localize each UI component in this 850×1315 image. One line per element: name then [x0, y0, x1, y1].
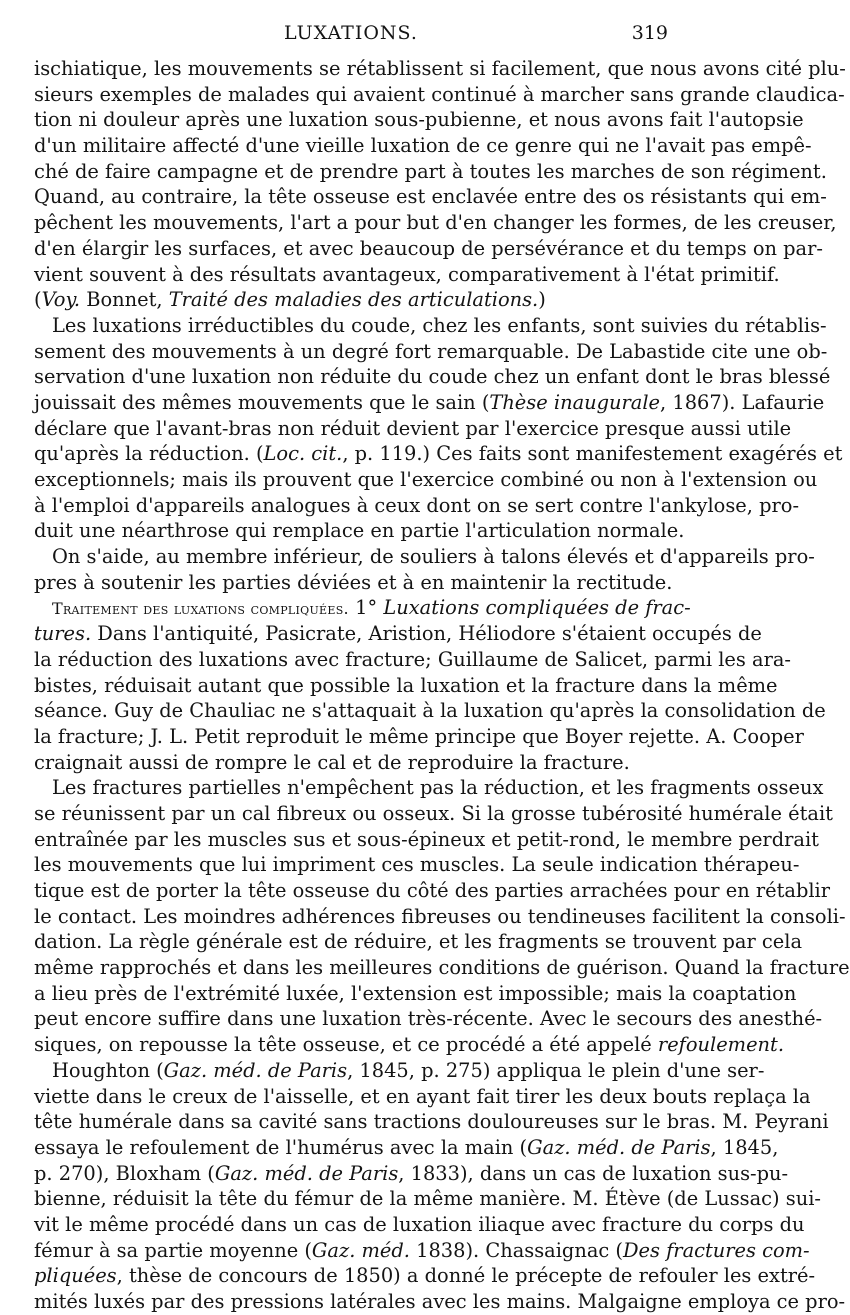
text-line: jouissait des mêmes mouvements que le sain (Thèse inaugurale, 1867). Lafaurie	[34, 390, 825, 414]
text-line: même rapprochés et dans les meilleures conditions de guérison. Quand la fracture	[34, 956, 850, 980]
text-line: p. 270), Bloxham (Gaz. méd. de Paris, 1833), dans un cas de luxation sus-pu-	[34, 1161, 789, 1185]
text-line: ischiatique, les mouvements se rétablissent si facilement, que nous avons cité plu-	[34, 57, 846, 80]
text-line: séance. Guy de Chauliac ne s'attaquait à la luxation qu'après la consolidation de	[34, 699, 826, 723]
text-line: tures. Dans l'antiquité, Pasicrate, Aristion, Héliodore s'étaient occupés de	[34, 622, 762, 646]
text-line: bistes, réduisait autant que possible la luxation et la fracture dans la même	[34, 673, 778, 697]
text-line: Les fractures partielles n'empêchent pas la réduction, et les fragments osseux	[52, 776, 824, 800]
text-line: le contact. Les moindres adhérences fibreuses ou tendineuses facilitent la consoli-	[34, 904, 846, 928]
text-line: tête humérale dans sa cavité sans tractions douloureuses sur le bras. M. Peyrani	[34, 1110, 829, 1134]
text-line: essaya le refoulement de l'humérus avec la main (Gaz. méd. de Paris, 1845,	[34, 1135, 779, 1159]
text-line: vit le même procédé dans un cas de luxation iliaque avec fracture du corps du	[34, 1212, 805, 1236]
text-line: les mouvements que lui impriment ces muscles. La seule indication thérapeu-	[34, 853, 800, 877]
text-line: qu'après la réduction. (Loc. cit., p. 119.) Ces faits sont manifestement exagérés et	[34, 442, 843, 466]
text-line: peut encore suffire dans une luxation très-récente. Avec le secours des anesthé-	[34, 1007, 823, 1031]
page-header	[34, 22, 668, 48]
text-line: duit une néarthrose qui remplace en partie l'articulation normale.	[34, 519, 685, 543]
text-line: entraînée par les muscles sus et sous-épineux et petit-rond, le membre perdrait	[34, 827, 819, 851]
text-line: Quand, au contraire, la tête osseuse est enclavée entre des os résistants qui em-	[34, 185, 827, 209]
text-line: a lieu près de l'extrémité luxée, l'extension est impossible; mais la coaptation	[34, 981, 797, 1005]
text-line: déclare que l'avant-bras non réduit devient par l'exercice presque aussi utile	[34, 416, 792, 440]
text-line: pêchent les mouvements, l'art a pour but d'en changer les formes, de les creuser,	[34, 211, 837, 235]
text-line: tique est de porter la tête osseuse du côté des parties arrachées pour en rétablir	[34, 879, 831, 902]
text-line: On s'aide, au membre inférieur, de souliers à talons élevés et d'appareils pro-	[52, 545, 815, 569]
text-line: à l'emploi d'appareils analogues à ceux dont on se sert contre l'ankylose, pro-	[34, 493, 799, 517]
text-line: mités luxés par des pressions latérales avec les mains. Malgaigne employa ce pro-	[34, 1290, 846, 1313]
text-line: Traitement des luxations compliquées. 1° Luxations compliquées de frac-	[52, 596, 691, 620]
text-line: d'un militaire affecté d'une vieille luxation de ce genre qui ne l'avait pas empê-	[34, 134, 812, 158]
text-line: pliquées, thèse de concours de 1850) a donné le précepte de refouler les extré-	[34, 1264, 816, 1288]
text-line: Houghton (Gaz. méd. de Paris, 1845, p. 275) appliqua le plein d'une ser-	[52, 1058, 765, 1082]
text-line: pres à soutenir les parties déviées et à en maintenir la rectitude.	[34, 570, 673, 594]
text-line: craignait aussi de rompre le cal et de reproduire la fracture.	[34, 750, 630, 774]
text-line: exceptionnels; mais ils prouvent que l'exercice combiné ou non à l'extension ou	[34, 468, 818, 491]
text-line: sieurs exemples de malades qui avaient continué à marcher sans grande claudica-	[34, 82, 845, 106]
text-line: dation. La règle générale est de réduire, et les fragments se trouvent par cela	[34, 930, 803, 954]
text-line: Les luxations irréductibles du coude, chez les enfants, sont suivies du rétablis-	[52, 313, 827, 337]
text-line: vient souvent à des résultats avantageux, comparativement à l'état primitif.	[34, 262, 780, 286]
text-line: tion ni douleur après une luxation sous-pubienne, et nous avons fait l'autopsie	[34, 108, 804, 132]
running-title: LUXATIONS.	[284, 22, 418, 44]
text-line: fémur à sa partie moyenne (Gaz. méd. 1838). Chassaignac (Des fractures com-	[34, 1238, 810, 1262]
text-line: sement des mouvements à un degré fort remarquable. De Labastide cite une ob-	[34, 339, 828, 363]
text-line: servation d'une luxation non réduite du coude chez un enfant dont le bras blessé	[34, 365, 831, 389]
text-line: viette dans le creux de l'aisselle, et en ayant fait tirer les deux bouts replaça la	[34, 1084, 811, 1108]
text-line: (Voy. Bonnet, Traité des maladies des articulations.)	[34, 288, 546, 312]
text-line: la réduction des luxations avec fracture; Guillaume de Salicet, parmi les ara-	[34, 647, 791, 671]
text-line: se réunissent par un cal fibreux ou osseux. Si la grosse tubérosité humérale était	[34, 801, 833, 825]
text-line: ché de faire campagne et de prendre part à toutes les marches de son régiment.	[34, 159, 827, 183]
text-line: la fracture; J. L. Petit reproduit le même principe que Boyer rejette. A. Cooper	[34, 724, 804, 748]
body-text	[34, 56, 850, 1315]
text-line: d'en élargir les surfaces, et avec beaucoup de persévérance et du temps on par-	[34, 236, 823, 260]
text-line: siques, on repousse la tête osseuse, et ce procédé a été appelé refoulement.	[34, 1033, 784, 1057]
text-line: bienne, réduisit la tête du fémur de la même manière. M. Étève (de Lussac) sui-	[34, 1187, 821, 1211]
page-number: 319	[631, 22, 668, 44]
